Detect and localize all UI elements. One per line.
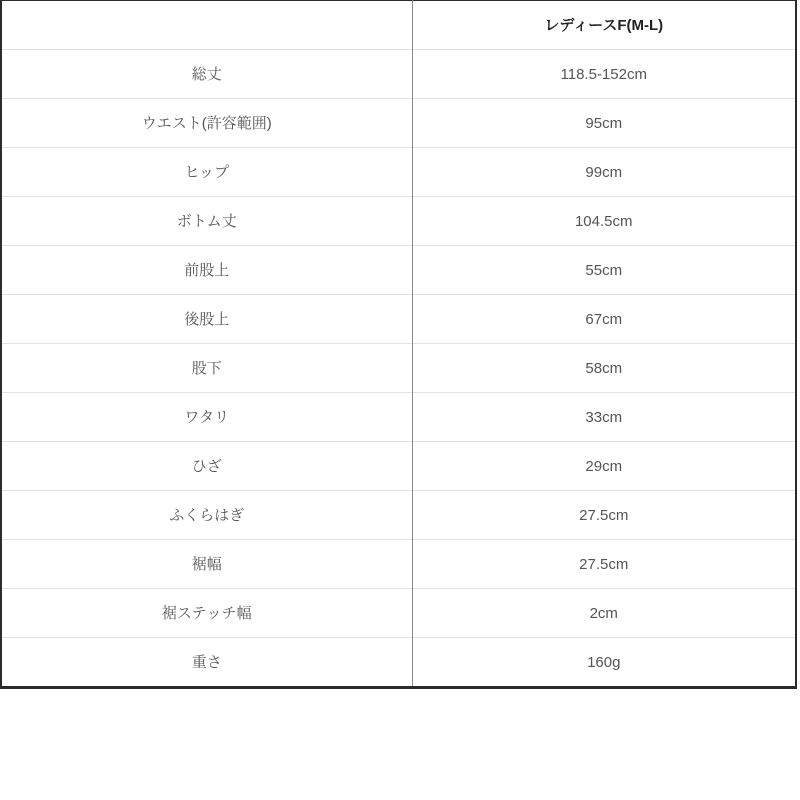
measurement-label: ふくらはぎ xyxy=(1,491,412,540)
size-row xyxy=(1,246,796,295)
measurement-label: 後股上 xyxy=(1,295,412,344)
size-table-header xyxy=(1,1,796,50)
measurement-label: ヒップ xyxy=(1,148,412,197)
measurement-value: 29cm xyxy=(412,442,796,491)
measurement-label: ボトム丈 xyxy=(1,197,412,246)
measurement-value: 160g xyxy=(412,638,796,688)
size-row xyxy=(1,99,796,148)
size-row xyxy=(1,148,796,197)
size-row xyxy=(1,540,796,589)
measurement-label: ひざ xyxy=(1,442,412,491)
measurement-value: 55cm xyxy=(412,246,796,295)
measurement-label: ワタリ xyxy=(1,393,412,442)
measurement-value: 58cm xyxy=(412,344,796,393)
header-cell-measurement xyxy=(1,1,412,50)
measurement-value: 118.5-152cm xyxy=(412,50,796,99)
measurement-value: 67cm xyxy=(412,295,796,344)
measurement-label: 重さ xyxy=(1,638,412,688)
size-row xyxy=(1,393,796,442)
size-row xyxy=(1,442,796,491)
size-row xyxy=(1,50,796,99)
measurement-value: 27.5cm xyxy=(412,540,796,589)
size-row xyxy=(1,344,796,393)
size-row xyxy=(1,295,796,344)
measurement-label: 股下 xyxy=(1,344,412,393)
header-cell-size: レディースF(M-L) xyxy=(544,16,664,34)
size-row xyxy=(1,638,796,688)
size-row xyxy=(1,197,796,246)
measurement-value: 2cm xyxy=(412,589,796,638)
measurement-value: 95cm xyxy=(412,99,796,148)
size-row xyxy=(1,491,796,540)
measurement-label: 前股上 xyxy=(1,246,412,295)
measurement-value: 33cm xyxy=(412,393,796,442)
measurement-value: 27.5cm xyxy=(412,491,796,540)
header-row xyxy=(1,1,796,50)
measurement-value: 104.5cm xyxy=(412,197,796,246)
measurement-label: 総丈 xyxy=(1,50,412,99)
measurement-label: 裾幅 xyxy=(1,540,412,589)
measurement-label: 裾ステッチ幅 xyxy=(1,589,412,638)
size-row xyxy=(1,589,796,638)
measurement-value: 99cm xyxy=(412,148,796,197)
size-table-body xyxy=(1,50,796,688)
measurement-label: ウエスト(許容範囲) xyxy=(1,99,412,148)
